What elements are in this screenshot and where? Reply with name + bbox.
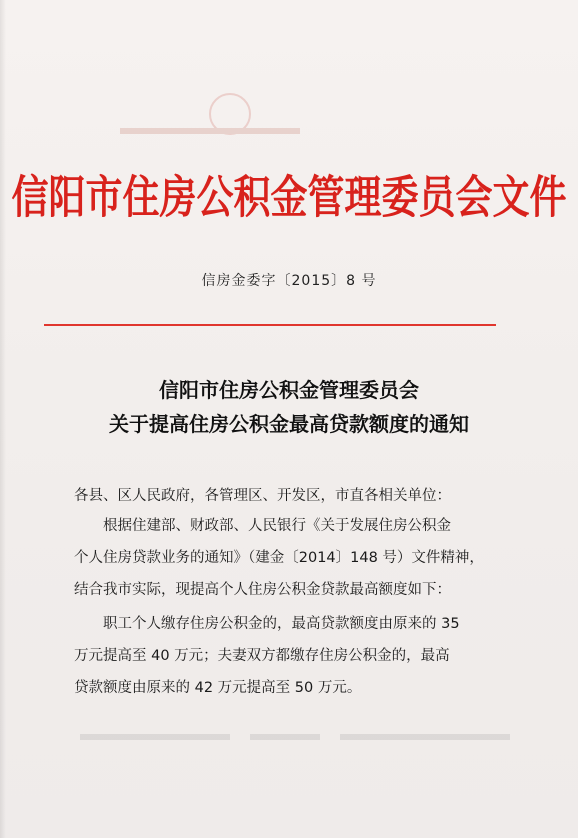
body-line: 贷款额度由原来的 42 万元提高至 50 万元。 bbox=[74, 680, 362, 696]
document-number: 信房金委字〔2015〕8 号 bbox=[201, 273, 377, 289]
body-line: 根据住建部、财政部、人民银行《关于发展住房公积金 bbox=[74, 518, 451, 534]
body-line-addressee: 各县、区人民政府，各管理区、开发区，市直各相关单位： bbox=[74, 488, 451, 504]
issuing-authority-title: 信阳市住房公积金管理委员会文件 bbox=[11, 170, 567, 224]
body-line: 个人住房贷款业务的通知》（建金〔2014〕148 号）文件精神， bbox=[74, 550, 484, 566]
body-line: 职工个人缴存住房公积金的，最高贷款额度由原来的 35 bbox=[74, 616, 460, 632]
body-line: 万元提高至 40 万元；夫妻双方都缴存住房公积金的，最高 bbox=[74, 648, 450, 664]
notice-title-line-1: 信阳市住房公积金管理委员会 bbox=[159, 378, 419, 402]
red-divider-line bbox=[44, 324, 496, 326]
notice-title-line-2: 关于提高住房公积金最高贷款额度的通知 bbox=[109, 412, 469, 436]
bleed-through-text-image bbox=[80, 730, 520, 744]
body-line: 结合我市实际，现提高个人住房公积金贷款最高额度如下： bbox=[74, 582, 451, 598]
bleed-through-stamp-image bbox=[110, 92, 310, 152]
